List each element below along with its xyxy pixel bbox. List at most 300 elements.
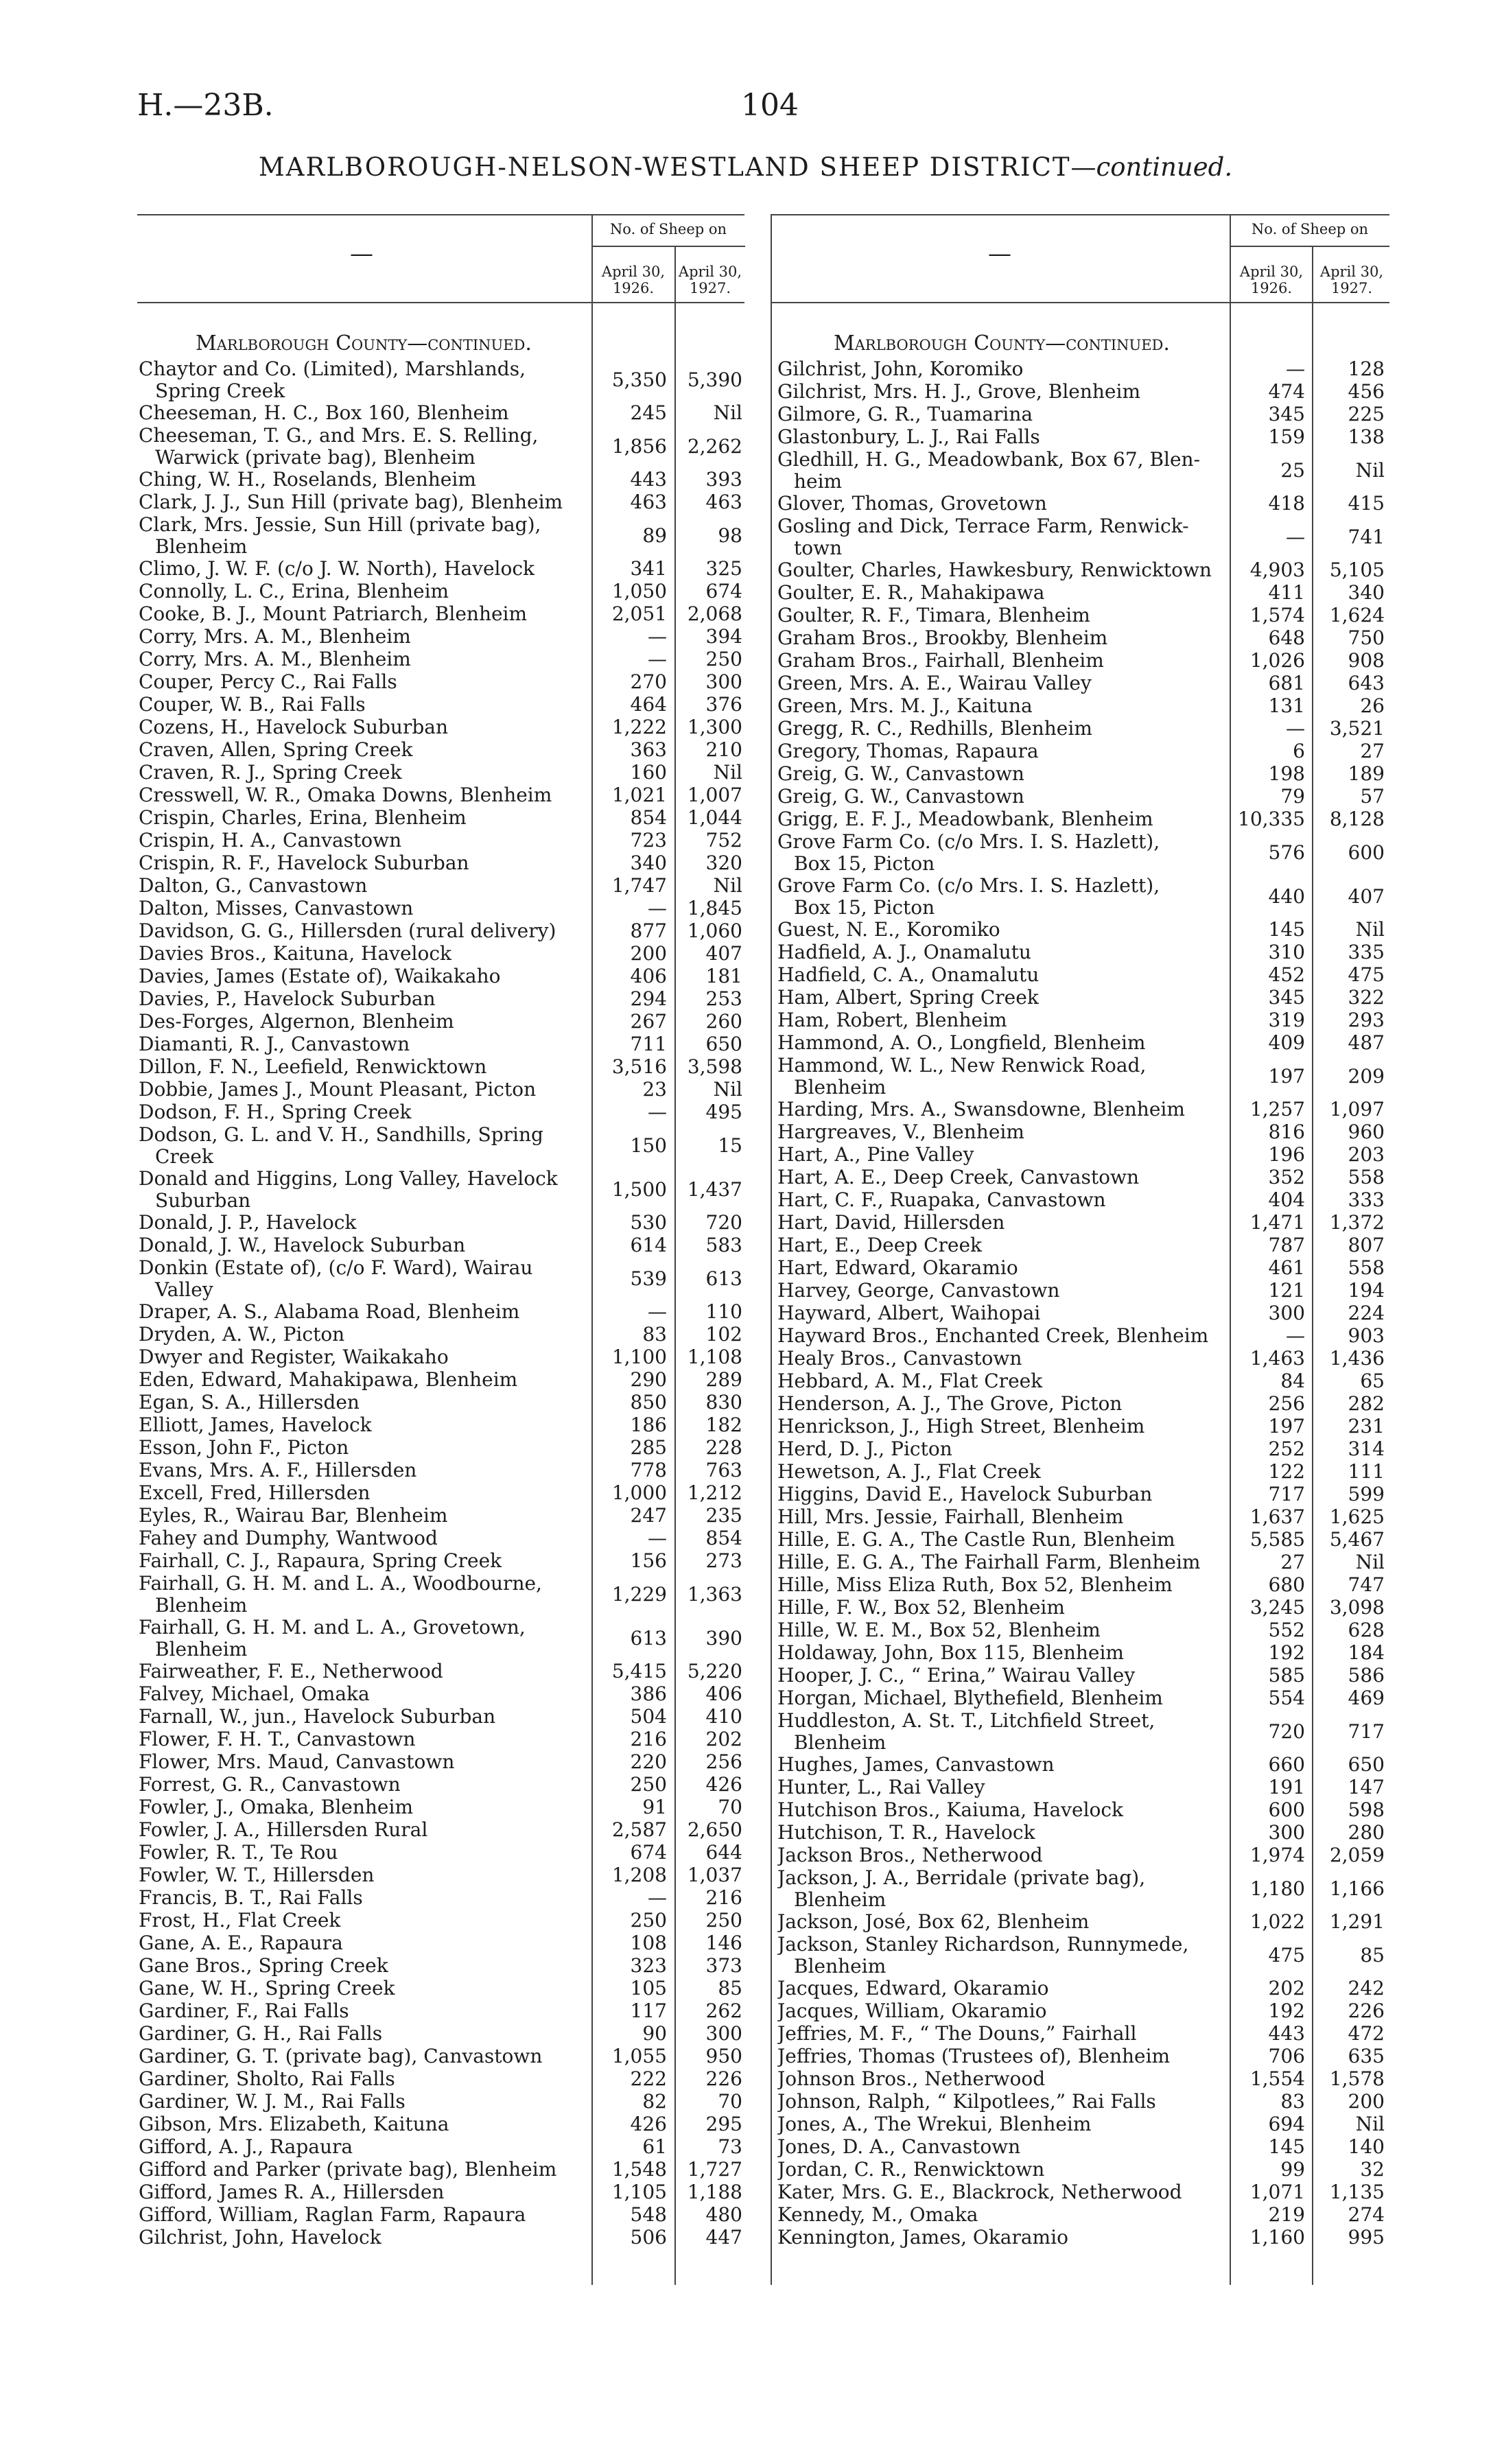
sheep-count-1926: 452 — [1268, 963, 1305, 986]
sheep-count-1926: 426 — [630, 2113, 667, 2135]
holder-name: Harvey, George, Canvastown — [777, 1280, 1060, 1302]
holder-name: Healy Bros., Canvastown — [777, 1348, 1022, 1370]
sheep-count-1927: 463 — [705, 491, 742, 513]
holder-name: Fahey and Dumphy, Wantwood — [139, 1527, 438, 1549]
holder-name-continued: Valley — [155, 1278, 213, 1301]
sheep-count-1927: 558 — [1348, 1256, 1385, 1279]
sheep-count-1926: 1,222 — [611, 716, 667, 738]
column-divider — [771, 302, 772, 2285]
holder-name: Fowler, W. T., Hillersden — [139, 1864, 375, 1886]
sheep-count-1927: Nil — [1355, 918, 1385, 941]
sheep-count-1927: 407 — [705, 942, 742, 965]
holder-name: Gardiner, W. J. M., Rai Falls — [139, 2091, 406, 2113]
sheep-count-1927: 995 — [1348, 2226, 1385, 2249]
sheep-count-1927: 280 — [1348, 1821, 1385, 1844]
holder-name: Hayward Bros., Enchanted Creek, Blenheim — [777, 1325, 1209, 1347]
sheep-count-1927: 1,436 — [1329, 1347, 1385, 1370]
sheep-count-1927: 447 — [705, 2226, 742, 2249]
sheep-count-1926: 2,051 — [611, 602, 667, 625]
sheep-count-1927: 250 — [705, 648, 742, 670]
header-bottom-rule — [137, 302, 744, 303]
sheep-count-1927: Nil — [713, 874, 742, 897]
sheep-count-1926: 160 — [630, 761, 667, 784]
holder-name: Hayward, Albert, Waihopai — [777, 1302, 1041, 1324]
holder-name: Graham Bros., Fairhall, Blenheim — [777, 650, 1104, 672]
sheep-count-1926: 192 — [1268, 1641, 1305, 1664]
holder-name: Hille, E. G. A., The Fairhall Farm, Blenheim — [777, 1551, 1201, 1573]
holder-name: Davidson, G. G., Hillersden (rural delivery) — [139, 920, 556, 942]
holder-name: Crispin, H. A., Canvastown — [139, 830, 402, 852]
holder-name: Hughes, James, Canvastown — [777, 1754, 1055, 1776]
sheep-count-1927: 903 — [1348, 1324, 1385, 1347]
sheep-count-1927: 1,624 — [1329, 604, 1385, 626]
sheep-count-1927: 5,467 — [1329, 1528, 1385, 1551]
holder-name: Hebbard, A. M., Flat Creek — [777, 1370, 1043, 1392]
holder-name: Gifford, James R. A., Hillersden — [139, 2181, 445, 2203]
sheep-count-1927: 333 — [1348, 1188, 1385, 1211]
sheep-count-1926: 159 — [1268, 425, 1305, 448]
holder-name: Flower, F. H. T., Canvastown — [139, 1728, 416, 1750]
holder-name: Jeffries, Thomas (Trustees of), Blenheim — [777, 2045, 1171, 2067]
sheep-count-1926: 461 — [1268, 1256, 1305, 1279]
sheep-count-1926: 850 — [630, 1391, 667, 1413]
sheep-count-1926: 1,974 — [1249, 1844, 1305, 1866]
holder-name: Gifford and Parker (private bag), Blenheim — [139, 2159, 557, 2181]
sheep-count-1926: 1,180 — [1249, 1877, 1305, 1900]
sheep-count-1926: 1,026 — [1249, 649, 1305, 672]
sheep-count-1927: 1,097 — [1329, 1098, 1385, 1120]
sheep-count-1927: 200 — [1348, 2090, 1385, 2113]
sheep-count-1926: — — [648, 648, 667, 670]
sheep-count-1927: 1,727 — [687, 2158, 742, 2181]
sheep-count-1926: 648 — [1268, 626, 1305, 649]
holder-name: Fowler, R. T., Te Rou — [139, 1842, 338, 1864]
holder-name: Greig, G. W., Canvastown — [777, 786, 1024, 808]
sheep-count-1926: 694 — [1268, 2113, 1305, 2135]
sheep-count-1927: Nil — [713, 761, 742, 784]
holder-name: Elliott, James, Havelock — [139, 1414, 372, 1436]
holder-name: Johnson, Ralph, “ Kilpotlees,” Rai Falls — [777, 2091, 1156, 2113]
sheep-count-1926: 3,516 — [611, 1055, 667, 1078]
sheep-count-1927: 5,105 — [1329, 559, 1385, 581]
holder-name: Kater, Mrs. G. E., Blackrock, Netherwood — [777, 2181, 1182, 2203]
holder-name: Gane, W. H., Spring Creek — [139, 1978, 395, 1999]
holder-name: Fairhall, C. J., Rapaura, Spring Creek — [139, 1550, 502, 1572]
sheep-count-1927: 583 — [705, 1234, 742, 1256]
holder-name: Gosling and Dick, Terrace Farm, Renwick- — [777, 515, 1189, 537]
sheep-count-1927: 250 — [705, 1909, 742, 1932]
holder-name-continued: heim — [794, 470, 843, 493]
sheep-count-1927: 314 — [1348, 1438, 1385, 1460]
sheep-count-1926: 475 — [1268, 1944, 1305, 1967]
sheep-count-1927: 1,135 — [1329, 2181, 1385, 2203]
header-divider — [674, 246, 676, 302]
holder-name: Green, Mrs. M. J., Kaituna — [777, 695, 1033, 717]
sheep-count-1926: 131 — [1268, 694, 1305, 717]
sheep-count-1926: 600 — [1268, 1798, 1305, 1821]
holder-name: Jones, A., The Wrekui, Blenheim — [777, 2113, 1092, 2135]
sheep-count-1926: 1,160 — [1249, 2226, 1305, 2249]
sheep-count-header: No. of Sheep on — [1251, 221, 1369, 237]
sheep-count-1927: 73 — [718, 2135, 742, 2158]
sheep-count-1927: 1,437 — [687, 1178, 742, 1201]
sheep-count-1927: 1,044 — [687, 806, 742, 829]
sheep-count-1927: 1,372 — [1329, 1211, 1385, 1234]
sheep-count-1927: 26 — [1360, 694, 1385, 717]
sheep-count-1927: 3,521 — [1329, 717, 1385, 740]
holder-name-continued: Blenheim — [794, 1955, 887, 1978]
sheep-count-1926: 1,021 — [611, 784, 667, 806]
holder-name: Hutchison Bros., Kaiuma, Havelock — [777, 1799, 1124, 1821]
holder-name: Gilmore, G. R., Tuamarina — [777, 403, 1033, 425]
holder-name: Jordan, C. R., Renwicktown — [777, 2159, 1045, 2181]
sheep-count-1926: 440 — [1268, 885, 1305, 908]
column-divider — [1230, 302, 1231, 2285]
sheep-count-1927: 674 — [705, 580, 742, 602]
sheep-count-1927: 2,068 — [687, 602, 742, 625]
holder-name: Egan, S. A., Hillersden — [139, 1392, 360, 1413]
holder-name: Fowler, J. A., Hillersden Rural — [139, 1819, 428, 1841]
holder-name: Des-Forges, Algernon, Blenheim — [139, 1011, 454, 1033]
page-title — [0, 152, 1491, 182]
holder-name: Eden, Edward, Mahakipawa, Blenheim — [139, 1369, 518, 1391]
sheep-count-1927: 472 — [1348, 2022, 1385, 2045]
sheep-count-1927: 741 — [1348, 526, 1385, 548]
sheep-count-1927: Nil — [713, 1078, 742, 1101]
sheep-count-1926: 1,208 — [611, 1864, 667, 1886]
sheep-count-1927: 340 — [1348, 581, 1385, 604]
holder-name: Goulter, R. F., Timara, Blenheim — [777, 605, 1090, 626]
sheep-count-1926: 5,585 — [1249, 1528, 1305, 1551]
sheep-count-1926: 319 — [1268, 1009, 1305, 1031]
holder-name: Fairweather, F. E., Netherwood — [139, 1661, 443, 1682]
sheep-count-1926: 105 — [630, 1977, 667, 1999]
sheep-count-1926: 2,587 — [611, 1818, 667, 1841]
holder-name: Ham, Robert, Blenheim — [777, 1009, 1007, 1031]
sheep-count-1926: 554 — [1268, 1687, 1305, 1709]
holder-name-continued: Box 15, Picton — [794, 852, 935, 875]
document-reference: H.—23B. — [137, 88, 274, 123]
holder-name-continued: Blenheim — [794, 1888, 887, 1911]
sheep-count-1926: 6 — [1293, 740, 1305, 762]
sheep-count-1927: 487 — [1348, 1031, 1385, 1054]
sheep-count-1927: 495 — [705, 1101, 742, 1123]
column-header-1926: April 30, 1926. — [601, 263, 666, 296]
holder-name: Hille, Miss Eliza Ruth, Box 52, Blenheim — [777, 1574, 1173, 1596]
holder-name: Gregory, Thomas, Rapaura — [777, 740, 1039, 762]
sheep-count-1927: 335 — [1348, 941, 1385, 963]
sheep-count-1927: 300 — [705, 2022, 742, 2045]
sheep-count-1927: 599 — [1348, 1483, 1385, 1505]
sheep-count-1927: 57 — [1360, 785, 1385, 808]
holder-name: Eyles, R., Wairau Bar, Blenheim — [139, 1505, 448, 1527]
holder-name: Grove Farm Co. (c/o Mrs. I. S. Hazlett), — [777, 875, 1160, 897]
sheep-count-1926: 717 — [1268, 1483, 1305, 1505]
sheep-count-1927: 273 — [705, 1549, 742, 1572]
sheep-count-1927: 203 — [1348, 1143, 1385, 1166]
holder-name: Glover, Thomas, Grovetown — [777, 493, 1047, 515]
holder-name: Jackson, José, Box 62, Blenheim — [777, 1911, 1090, 1933]
holder-name: Hart, C. F., Ruapaka, Canvastown — [777, 1189, 1106, 1211]
holder-name: Hart, A. E., Deep Creek, Canvastown — [777, 1166, 1139, 1188]
holder-name: Fairhall, G. H. M. and L. A., Woodbourne, — [139, 1573, 542, 1595]
holder-name: Francis, B. T., Rai Falls — [139, 1887, 363, 1909]
holder-name: Dodson, G. L. and V. H., Sandhills, Spring — [139, 1124, 543, 1146]
sheep-count-1927: 643 — [1348, 672, 1385, 694]
sheep-count-1926: 474 — [1268, 380, 1305, 403]
holder-name: Corry, Mrs. A. M., Blenheim — [139, 626, 411, 648]
sheep-count-1926: 1,548 — [611, 2158, 667, 2181]
sheep-count-1926: 341 — [630, 557, 667, 580]
sheep-count-1926: 723 — [630, 829, 667, 852]
header-divider — [771, 214, 772, 302]
holder-name: Connolly, L. C., Erina, Blenheim — [139, 580, 449, 602]
name-column-header: — — [988, 240, 1011, 268]
sheep-count-1927: 807 — [1348, 1234, 1385, 1256]
sheep-count-1927: 475 — [1348, 963, 1385, 986]
sheep-count-1927: 426 — [705, 1773, 742, 1796]
sheep-count-1926: 145 — [1268, 918, 1305, 941]
sheep-count-1926: 156 — [630, 1549, 667, 1572]
sheep-count-1926: 504 — [630, 1705, 667, 1728]
sheep-count-1926: 404 — [1268, 1188, 1305, 1211]
sheep-count-1927: 322 — [1348, 986, 1385, 1009]
column-divider — [674, 302, 676, 2285]
holder-name: Green, Mrs. A. E., Wairau Valley — [777, 672, 1092, 694]
holder-name: Guest, N. E., Koromiko — [777, 919, 1000, 941]
holder-name: Dillon, F. N., Leefield, Renwicktown — [139, 1056, 487, 1078]
sheep-count-1926: 345 — [1268, 403, 1305, 425]
holder-name: Hammond, W. L., New Renwick Road, — [777, 1055, 1147, 1077]
sheep-count-1926: — — [648, 897, 667, 919]
page-number: 104 — [741, 88, 799, 123]
sheep-count-1927: 600 — [1348, 841, 1385, 864]
sheep-count-1926: 202 — [1268, 1977, 1305, 1999]
holder-name: Jacques, William, Okaramio — [777, 2000, 1047, 2022]
holder-name: Falvey, Michael, Omaka — [139, 1683, 370, 1705]
holder-name: Grigg, E. F. J., Meadowbank, Blenheim — [777, 808, 1153, 830]
sheep-count-1927: 235 — [705, 1504, 742, 1527]
sheep-count-1927: 182 — [705, 1413, 742, 1436]
sheep-count-1927: 231 — [1348, 1415, 1385, 1438]
sheep-count-1926: 1,105 — [611, 2181, 667, 2203]
sheep-count-1926: 196 — [1268, 1143, 1305, 1166]
holder-name: Fairhall, G. H. M. and L. A., Grovetown, — [139, 1617, 526, 1639]
sheep-count-1927: 320 — [705, 852, 742, 874]
holder-name: Fowler, J., Omaka, Blenheim — [139, 1796, 414, 1818]
holder-name: Graham Bros., Brookby, Blenheim — [777, 627, 1108, 649]
sheep-count-1927: 228 — [705, 1436, 742, 1459]
holder-name: Greig, G. W., Canvastown — [777, 763, 1024, 785]
sheep-count-1927: 407 — [1348, 885, 1385, 908]
sheep-count-1927: 140 — [1348, 2135, 1385, 2158]
sheep-count-1927: 226 — [1348, 1999, 1385, 2022]
sheep-count-1927: 210 — [705, 738, 742, 761]
holder-name: Couper, Percy C., Rai Falls — [139, 671, 397, 693]
sheep-count-1926: 877 — [630, 919, 667, 942]
sheep-count-1926: 323 — [630, 1954, 667, 1977]
sheep-count-1927: 184 — [1348, 1641, 1385, 1664]
sheep-count-1926: 117 — [630, 1999, 667, 2022]
holder-name: Gibson, Mrs. Elizabeth, Kaituna — [139, 2113, 449, 2135]
holder-name: Kennington, James, Okaramio — [777, 2227, 1068, 2249]
sheep-count-1926: 222 — [630, 2067, 667, 2090]
sheep-count-1927: 138 — [1348, 425, 1385, 448]
sheep-count-1926: 706 — [1268, 2045, 1305, 2067]
sheep-count-1926: 191 — [1268, 1776, 1305, 1798]
sheep-count-1926: 197 — [1268, 1065, 1305, 1088]
sheep-count-1927: 2,059 — [1329, 1844, 1385, 1866]
holder-name: Gilchrist, John, Koromiko — [777, 358, 1024, 380]
holder-name: Flower, Mrs. Maud, Canvastown — [139, 1751, 455, 1773]
sheep-count-1926: 1,050 — [611, 580, 667, 602]
sheep-count-1926: 720 — [1268, 1720, 1305, 1743]
holder-name: Hunter, L., Rai Valley — [777, 1776, 985, 1798]
sheep-count-1926: 290 — [630, 1368, 667, 1391]
holder-name: Gledhill, H. G., Meadowbank, Box 67, Blen- — [777, 449, 1201, 471]
sheep-count-1926: 300 — [1268, 1821, 1305, 1844]
sheep-count-1926: 27 — [1280, 1551, 1305, 1573]
holder-name: Hargreaves, V., Blenheim — [777, 1121, 1024, 1143]
sheep-count-1927: 110 — [705, 1300, 742, 1323]
sheep-count-1926: 681 — [1268, 672, 1305, 694]
holder-name: Grove Farm Co. (c/o Mrs. I. S. Hazlett), — [777, 831, 1160, 853]
sheep-count-1926: 530 — [630, 1211, 667, 1234]
holder-name: Holdaway, John, Box 115, Blenheim — [777, 1642, 1124, 1664]
holder-name: Diamanti, R. J., Canvastown — [139, 1033, 410, 1055]
sheep-count-1926: 4,903 — [1249, 559, 1305, 581]
sheep-count-1927: 394 — [705, 625, 742, 648]
sheep-count-1926: 1,500 — [611, 1178, 667, 1201]
sheep-count-1927: 410 — [705, 1705, 742, 1728]
sheep-count-1926: — — [648, 625, 667, 648]
sheep-count-1926: 99 — [1280, 2158, 1305, 2181]
sheep-count-1927: 146 — [705, 1932, 742, 1954]
holder-name: Henderson, A. J., The Grove, Picton — [777, 1393, 1123, 1415]
sheep-count-1926: 613 — [630, 1627, 667, 1650]
sheep-count-1927: 1,188 — [687, 2181, 742, 2203]
sheep-count-1927: 70 — [718, 2090, 742, 2113]
header-bottom-rule — [771, 302, 1389, 303]
sheep-count-1926: 197 — [1268, 1415, 1305, 1438]
sheep-count-1927: 598 — [1348, 1798, 1385, 1821]
sheep-count-1926: 3,245 — [1249, 1596, 1305, 1619]
holder-name: Davies Bros., Kaituna, Havelock — [139, 943, 451, 965]
sheep-count-1926: 1,055 — [611, 2045, 667, 2067]
holder-name: Goulter, Charles, Hawkesbury, Renwicktown — [777, 559, 1212, 581]
holder-name: Craven, R. J., Spring Creek — [139, 762, 402, 784]
sheep-count-1927: 1,578 — [1329, 2067, 1385, 2090]
sheep-count-1926: 443 — [1268, 2022, 1305, 2045]
sheep-count-1926: — — [1286, 1324, 1305, 1347]
holder-name: Farnall, W., jun., Havelock Suburban — [139, 1706, 496, 1728]
sheep-count-1927: 1,060 — [687, 919, 742, 942]
sheep-count-1926: 121 — [1268, 1279, 1305, 1302]
sheep-count-1926: 23 — [642, 1078, 667, 1101]
holder-name: Dryden, A. W., Picton — [139, 1324, 345, 1346]
header-group-rule — [1230, 246, 1389, 247]
sheep-count-1927: 717 — [1348, 1720, 1385, 1743]
sheep-count-1927: 260 — [705, 1010, 742, 1033]
sheep-count-1927: 1,845 — [687, 897, 742, 919]
holder-name: Dalton, Misses, Canvastown — [139, 897, 414, 919]
holder-name-continued: Spring Creek — [155, 379, 285, 402]
sheep-count-1926: — — [1286, 526, 1305, 548]
sheep-count-1927: 393 — [705, 468, 742, 491]
sheep-count-1927: 209 — [1348, 1065, 1385, 1088]
sheep-count-1926: 345 — [1268, 986, 1305, 1009]
sheep-count-1926: 198 — [1268, 762, 1305, 785]
sheep-count-1926: 1,100 — [611, 1346, 667, 1368]
sheep-count-1926: 84 — [1280, 1370, 1305, 1392]
holder-name: Hooper, J. C., “ Erina,” Wairau Valley — [777, 1665, 1136, 1687]
column-header-1927: April 30, 1927. — [678, 263, 742, 296]
right-subheading: Marlborough County—continued. — [834, 331, 1170, 355]
sheep-count-1926: 145 — [1268, 2135, 1305, 2158]
holder-name: Hart, E., Deep Creek — [777, 1234, 983, 1256]
sheep-count-1926: 1,022 — [1249, 1910, 1305, 1933]
sheep-count-1926: 614 — [630, 1234, 667, 1256]
sheep-count-1927: 854 — [705, 1527, 742, 1549]
sheep-count-1927: 225 — [1348, 403, 1385, 425]
sheep-count-1926: 406 — [630, 965, 667, 987]
sheep-count-1927: 147 — [1348, 1776, 1385, 1798]
sheep-count-1926: 5,415 — [611, 1660, 667, 1682]
sheep-count-1926: 61 — [642, 2135, 667, 2158]
holder-name-continued: Box 15, Picton — [794, 896, 935, 919]
holder-name: Draper, A. S., Alabama Road, Blenheim — [139, 1301, 520, 1323]
sheep-count-1927: 830 — [705, 1391, 742, 1413]
sheep-count-1927: 256 — [705, 1750, 742, 1773]
holder-name: Craven, Allen, Spring Creek — [139, 739, 413, 761]
sheep-count-1926: 552 — [1268, 1619, 1305, 1641]
holder-name-continued: Blenheim — [155, 1638, 248, 1661]
holder-name: Jackson, J. A., Berridale (private bag), — [777, 1867, 1146, 1889]
sheep-count-1927: 3,098 — [1329, 1596, 1385, 1619]
sheep-count-1927: 3,598 — [687, 1055, 742, 1078]
sheep-count-1926: 711 — [630, 1033, 667, 1055]
sheep-count-1927: 202 — [705, 1728, 742, 1750]
sheep-count-1927: 750 — [1348, 626, 1385, 649]
sheep-count-1926: 91 — [642, 1796, 667, 1818]
sheep-count-1926: 1,574 — [1249, 604, 1305, 626]
sheep-count-1926: — — [648, 1886, 667, 1909]
sheep-count-1926: 409 — [1268, 1031, 1305, 1054]
sheep-count-1926: — — [648, 1101, 667, 1123]
sheep-count-1927: 98 — [718, 524, 742, 547]
holder-name: Gilchrist, John, Havelock — [139, 2227, 381, 2249]
column-header-1926: April 30, 1926. — [1239, 263, 1304, 296]
sheep-count-1926: 250 — [630, 1909, 667, 1932]
sheep-count-1926: 267 — [630, 1010, 667, 1033]
sheep-count-1926: 5,350 — [611, 368, 667, 391]
sheep-count-1926: 300 — [1268, 1302, 1305, 1324]
holder-name: Jeffries, M. F., “ The Douns,” Fairhall — [777, 2023, 1137, 2045]
sheep-count-1926: 1,637 — [1249, 1505, 1305, 1528]
sheep-count-1926: 363 — [630, 738, 667, 761]
holder-name: Gifford, William, Raglan Farm, Rapaura — [139, 2204, 526, 2226]
sheep-count-1927: 2,650 — [687, 1818, 742, 1841]
holder-name: Herd, D. J., Picton — [777, 1438, 952, 1460]
sheep-count-1927: 1,363 — [687, 1583, 742, 1606]
sheep-count-1927: 644 — [705, 1841, 742, 1864]
holder-name: Hadfield, C. A., Onamalutu — [777, 964, 1040, 986]
holder-name: Glastonbury, L. J., Rai Falls — [777, 426, 1040, 448]
holder-name-continued: town — [794, 537, 843, 559]
name-column-header: — — [350, 240, 373, 268]
sheep-count-1926: 1,000 — [611, 1481, 667, 1504]
holder-name: Corry, Mrs. A. M., Blenheim — [139, 648, 411, 670]
